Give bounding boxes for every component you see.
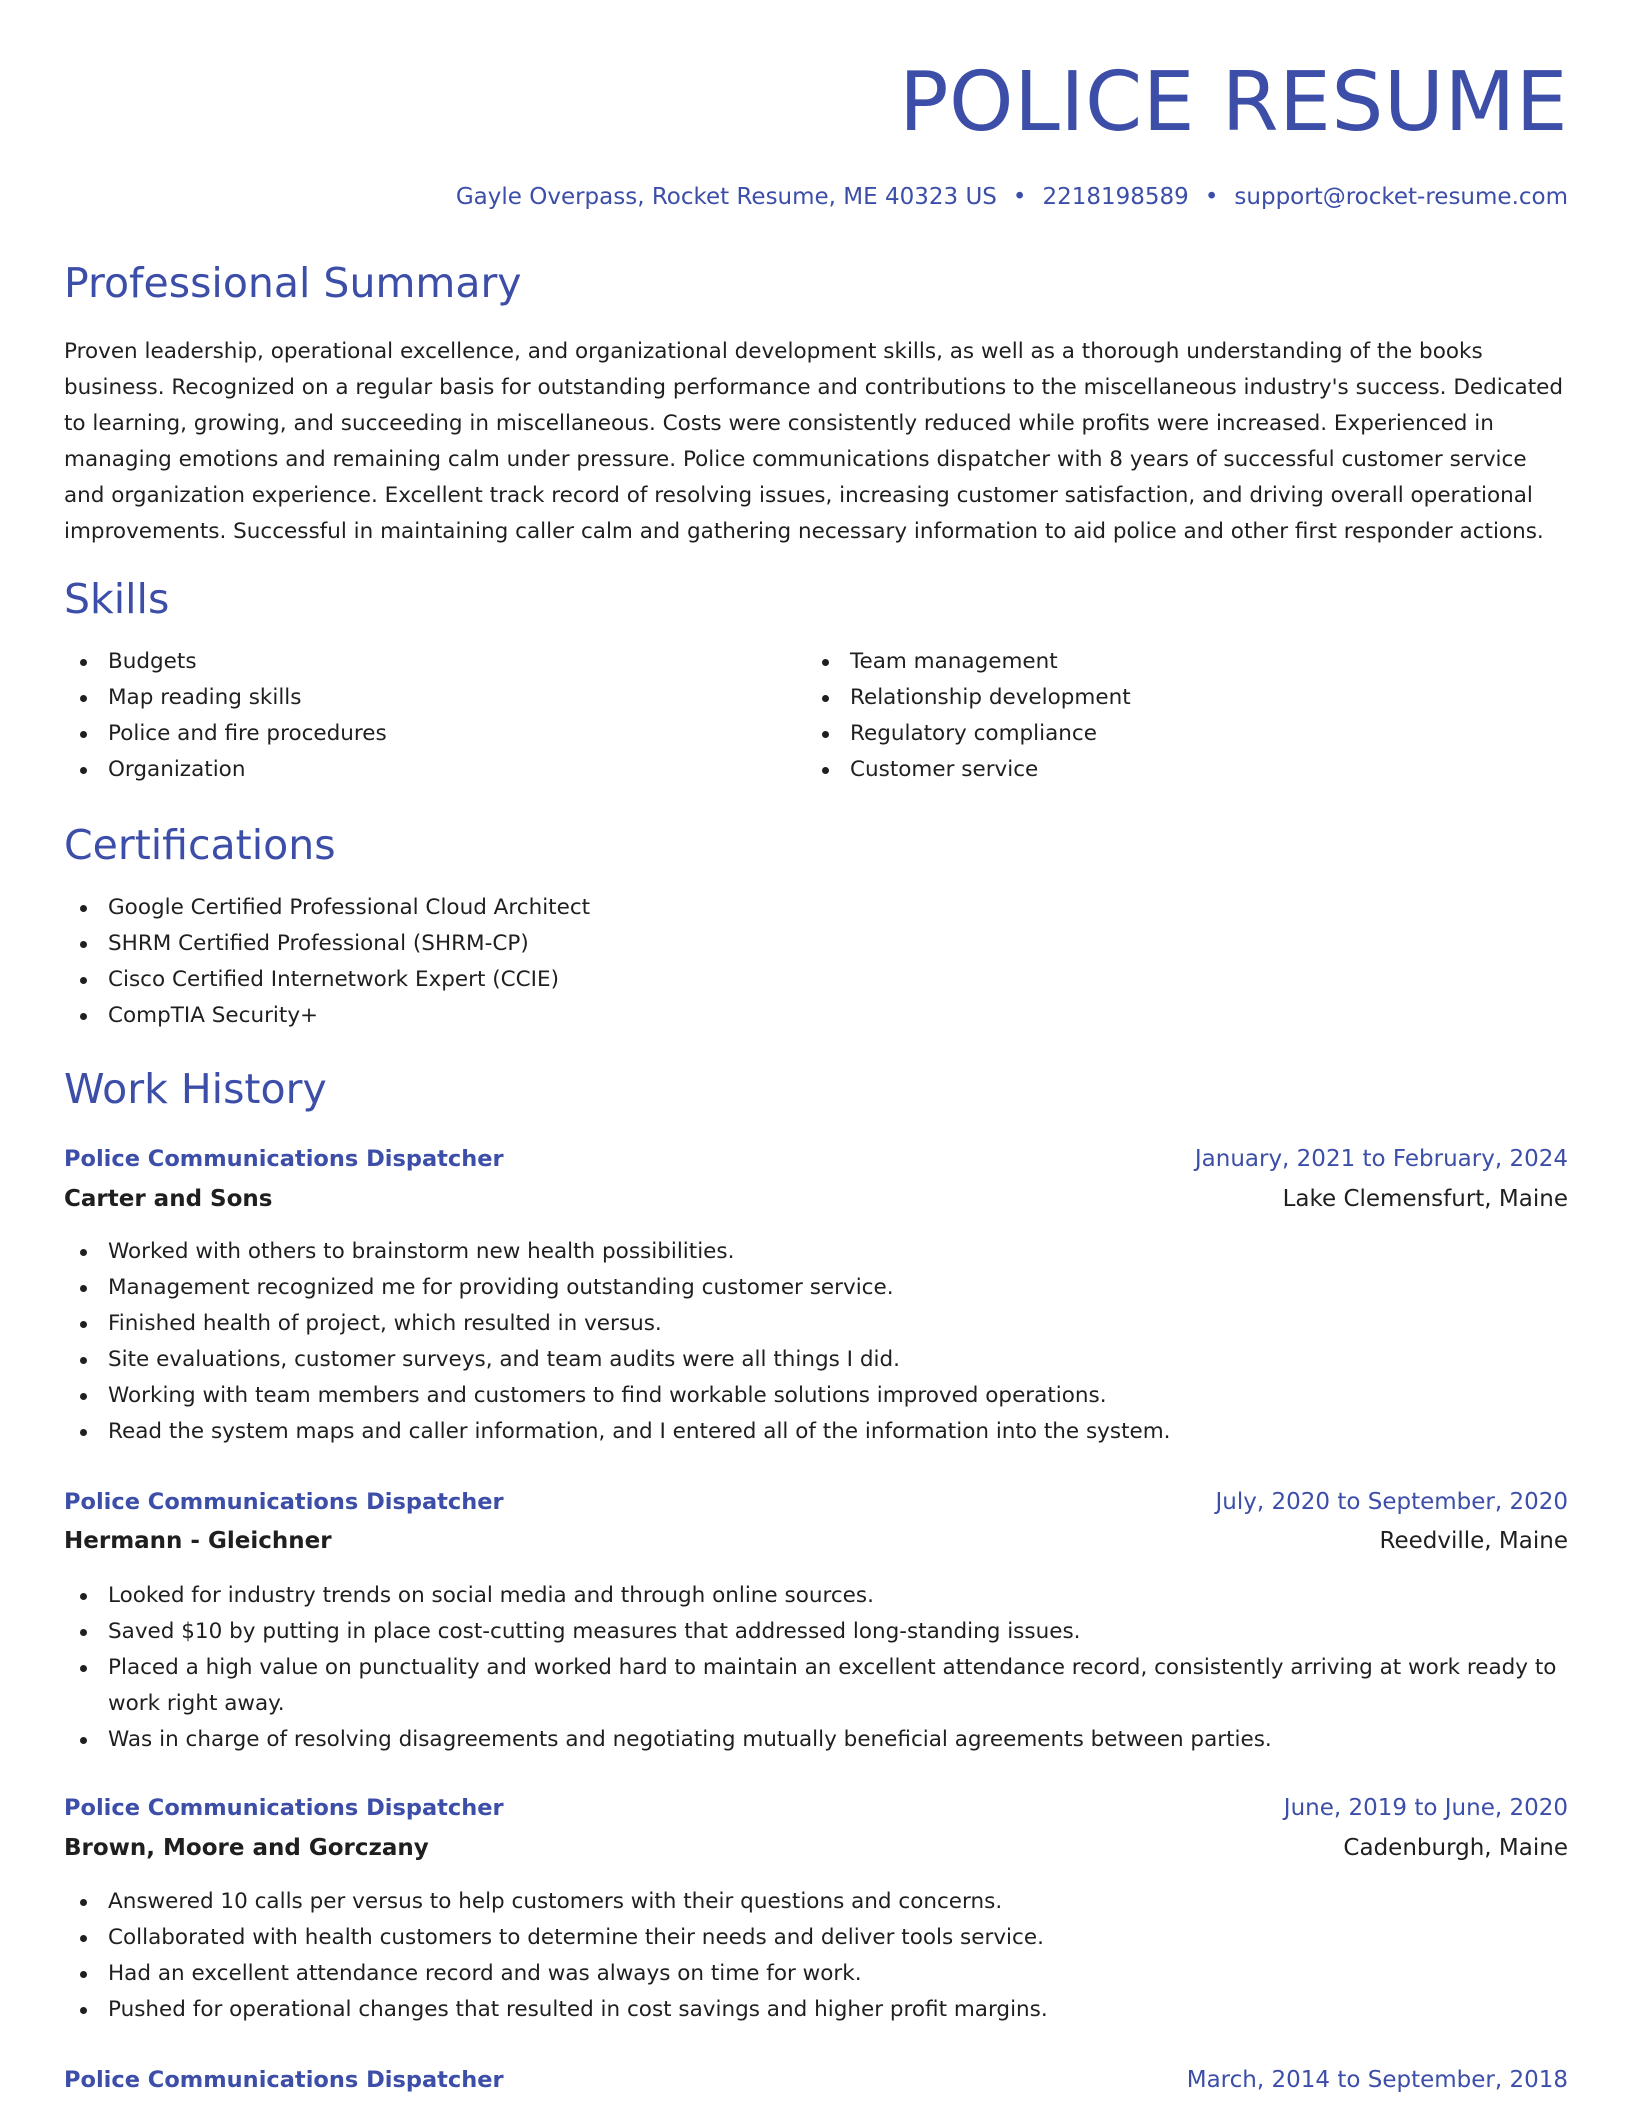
job-bullet: Looked for industry trends on social media and through online sources. — [64, 1578, 1568, 1614]
skill-item: Team management — [806, 644, 1566, 680]
job-bullet: Read the system maps and caller information, and I entered all of the information into the system. — [64, 1414, 1568, 1450]
bullet-separator: • — [1204, 184, 1219, 210]
certification-item: Google Certified Professional Cloud Architect — [64, 890, 1568, 926]
job-bullets — [64, 1884, 1568, 2028]
job-location: Cadenburgh, Maine — [1343, 1835, 1568, 1861]
job-bullets — [64, 1234, 1568, 1450]
job-bullet: Placed a high value on punctuality and worked hard to maintain an excellent attendance record, consistently arriving at work ready to work right away. — [64, 1650, 1568, 1722]
job-dates: June, 2019 to June, 2020 — [1283, 1795, 1568, 1821]
job-employer: Hermann - Gleichner — [64, 1528, 332, 1554]
contact-line — [456, 180, 1568, 214]
skills-list-right — [806, 644, 1566, 788]
job-employer: Brown, Moore and Gorczany — [64, 1835, 429, 1861]
job-bullet: Finished health of project, which resulted in versus. — [64, 1306, 1568, 1342]
job-employer: Carter and Sons — [64, 1186, 273, 1212]
certification-item: SHRM Certified Professional (SHRM-CP) — [64, 926, 1568, 962]
job-title: Police Communications Dispatcher — [64, 1489, 504, 1515]
summary-heading: Professional Summary — [64, 259, 522, 307]
skill-item: Regulatory compliance — [806, 716, 1566, 752]
job-title: Police Communications Dispatcher — [64, 1795, 504, 1821]
skill-item: Police and fire procedures — [64, 716, 754, 752]
job-bullet: Pushed for operational changes that resulted in cost savings and higher profit margins. — [64, 1992, 1568, 2028]
job-bullet: Answered 10 calls per versus to help customers with their questions and concerns. — [64, 1884, 1568, 1920]
certification-item: Cisco Certified Internetwork Expert (CCIE) — [64, 962, 1568, 998]
skill-item: Organization — [64, 752, 754, 788]
job-bullet: Collaborated with health customers to determine their needs and deliver tools service. — [64, 1920, 1568, 1956]
contact-address: Gayle Overpass, Rocket Resume, ME 40323 US — [455, 184, 997, 210]
job-dates: March, 2014 to September, 2018 — [1186, 2067, 1568, 2093]
contact-phone: 2218198589 — [1042, 184, 1189, 210]
job-location: Reedville, Maine — [1379, 1528, 1568, 1554]
skill-item: Customer service — [806, 752, 1566, 788]
contact-email[interactable]: support@rocket-resume.com — [1234, 184, 1568, 210]
summary-text: Proven leadership, operational excellence, and organizational development skills, as well as a thorough understanding of the books business. Recognized on a regular basis for outstanding performance and contributions to the miscellaneous industry's success. Dedicated to learning, growing, and succeeding in miscellaneous. Costs were consistently reduced while profits were increased. Experienced in managing emotions and remaining calm under pressure. Police communications dispatcher with 8 years of successful customer service and organization experience. Excellent track record of resolving issues, increasing customer satisfaction, and driving overall operational improvements. Successful in maintaining caller calm and gathering necessary information to aid police and other first responder actions. — [64, 339, 1564, 544]
resume-page — [64, 0, 1568, 2112]
certifications-heading: Certifications — [64, 821, 336, 869]
certification-item: CompTIA Security+ — [64, 998, 1568, 1034]
job-bullet: Working with team members and customers to find workable solutions improved operations. — [64, 1378, 1568, 1414]
job-bullet: Was in charge of resolving disagreements and negotiating mutually beneficial agreements between parties. — [64, 1722, 1568, 1758]
bullet-separator: • — [1012, 184, 1027, 210]
skill-item: Relationship development — [806, 680, 1566, 716]
job-bullets — [64, 1578, 1568, 1758]
certifications-list — [64, 890, 1568, 1034]
job-bullet: Had an excellent attendance record and was always on time for work. — [64, 1956, 1568, 1992]
job-title: Police Communications Dispatcher — [64, 1146, 504, 1172]
job-dates: July, 2020 to September, 2020 — [1215, 1489, 1568, 1515]
job-bullet: Management recognized me for providing outstanding customer service. — [64, 1270, 1568, 1306]
work-history-heading: Work History — [64, 1065, 327, 1113]
skill-item: Map reading skills — [64, 680, 754, 716]
resume-title: POLICE RESUME — [899, 55, 1568, 150]
job-dates: January, 2021 to February, 2024 — [1194, 1146, 1568, 1172]
skill-item: Budgets — [64, 644, 754, 680]
skills-list-left — [64, 644, 754, 788]
job-bullet: Saved $10 by putting in place cost-cutting measures that addressed long-standing issues. — [64, 1614, 1568, 1650]
job-bullet: Site evaluations, customer surveys, and team audits were all things I did. — [64, 1342, 1568, 1378]
skills-heading: Skills — [64, 575, 170, 623]
job-title: Police Communications Dispatcher — [64, 2067, 504, 2093]
job-bullet: Worked with others to brainstorm new health possibilities. — [64, 1234, 1568, 1270]
job-location: Lake Clemensfurt, Maine — [1282, 1186, 1568, 1212]
